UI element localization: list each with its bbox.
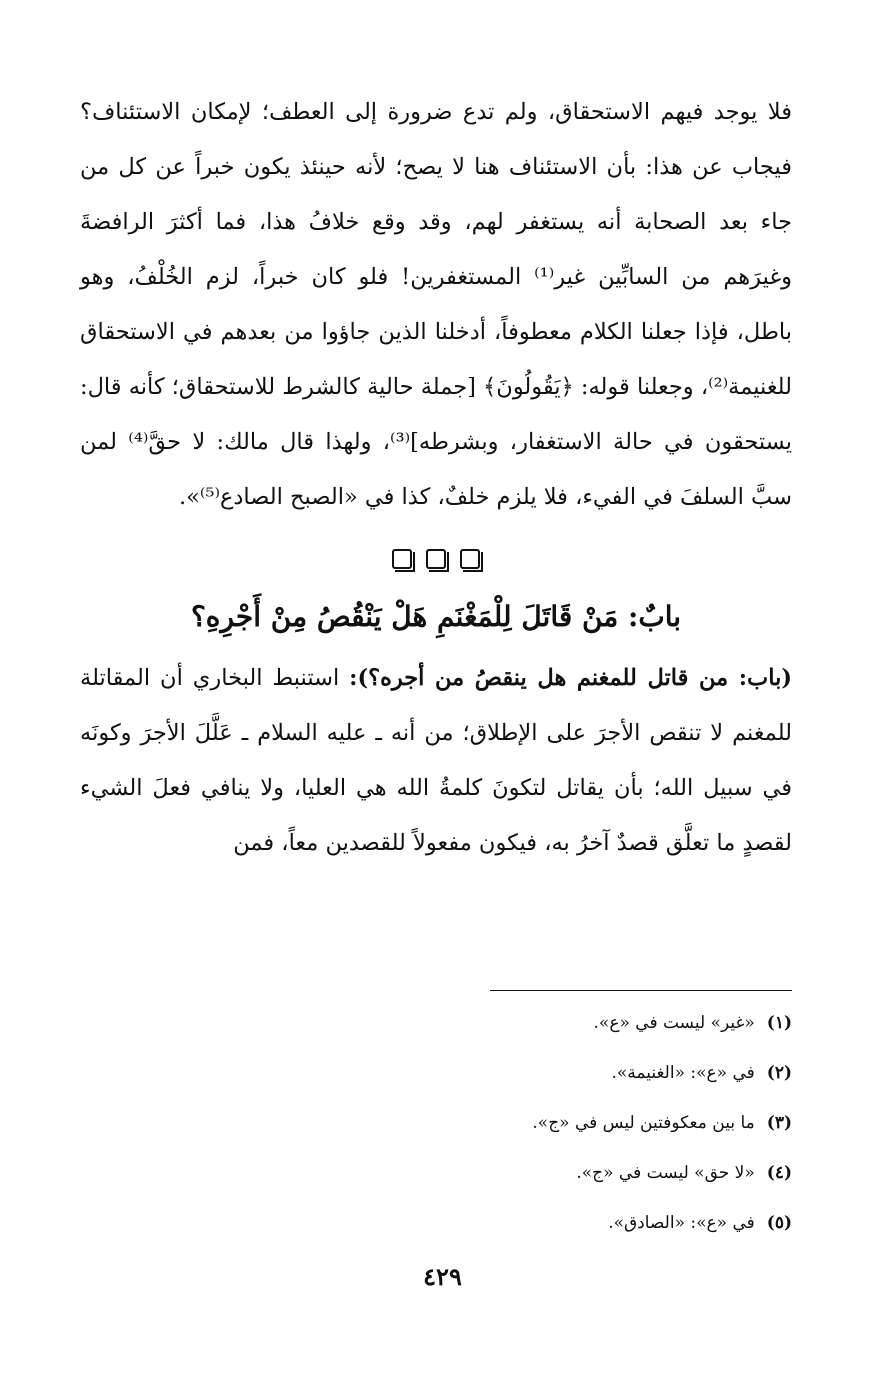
paragraph-2-body: استنبط البخاري أن المقاتلة للمغنم لا تنقص الأجرَ على الإطلاق؛ من أنه ـ عليه السلام ـ عَلَّلَ الأجرَ وكونَه في سبيل الله؛ بأن يقاتل لتكونَ كلمةُ الله هي العليا، ولا ينافي فعلَ الشيء لقصدٍ ما تعلَّق قصدٌ آخرُ به، فيكون مفعولاً للقصدين معاً، فمن (80, 665, 792, 856)
footnote-number: (٣) (766, 1113, 792, 1133)
footnote-number: (٢) (766, 1063, 792, 1083)
paragraph-1: فلا يوجد فيهم الاستحقاق، ولم تدع ضرورة إلى العطف؛ لإمكان الاستئناف؟ فيجاب عن هذا: بأن الاستئناف هنا لا يصح؛ لأنه حينئذ يكون خبراً عن كل من جاء بعد الصحابة أنه يستغفر لهم، وقد وقع خلافُ هذا، فما أكثرَ الرافضةَ وغيرَهم من السابِّين غير⁽¹⁾ المستغفرين! فلو كان خبراً، لزم الخُلْفُ، وهو باطل، فإذا جعلنا الكلام معطوفاً، أدخلنا الذين جاؤوا من بعدهم في الاستحقاق للغنيمة⁽²⁾، وجعلنا قوله: ﴿يَقُولُونَ﴾ [جملة حالية كالشرط للاستحقاق؛ كأنه قال: يستحقون في حالة الاستغفار، وبشرطه]⁽³⁾، ولهذا قال مالك: لا حقَّ⁽⁴⁾ لمن سبَّ السلفَ في الفيء، فلا يلزم خلفٌ، كذا في «الصبح الصادع⁽⁵⁾». (80, 99, 793, 510)
section-separator (80, 549, 792, 577)
footnote-number: (١) (766, 1013, 792, 1033)
footnote-item (392, 1058, 792, 1108)
footnote-item (392, 1008, 792, 1058)
footnote-text: ما بين معكوفتين ليس في «ج». (532, 1113, 755, 1133)
footnote-item (392, 1208, 792, 1258)
page-body (80, 85, 792, 871)
footnote-item (392, 1158, 792, 1208)
footnote-number: (٤) (766, 1163, 792, 1183)
footnote-divider (490, 990, 792, 991)
page-number: ٤٢٩ (423, 1262, 462, 1291)
footnote-text: «غير» ليست في «ع». (593, 1013, 755, 1033)
separator-square-icon (426, 549, 446, 569)
footnote-text: في «ع»: «الغنيمة». (611, 1063, 755, 1083)
chapter-heading: بابٌ: مَنْ قَاتَلَ لِلْمَغْنَمِ هَلْ يَنْقُصُ مِنْ أَجْرِهِ؟ (190, 600, 682, 633)
footnote-item (392, 1108, 792, 1158)
paragraph-2 (80, 651, 792, 871)
footnote-number: (٥) (766, 1213, 792, 1233)
separator-square-icon (392, 549, 412, 569)
footnote-text: في «ع»: «الصادق». (608, 1213, 755, 1233)
paragraph-2-lead: (باب: من قاتل للمغنم هل ينقصُ من أجره؟): (349, 665, 792, 691)
footnote-text: «لا حق» ليست في «ج». (576, 1163, 755, 1183)
separator-square-icon (460, 549, 480, 569)
footnotes (392, 1008, 792, 1258)
